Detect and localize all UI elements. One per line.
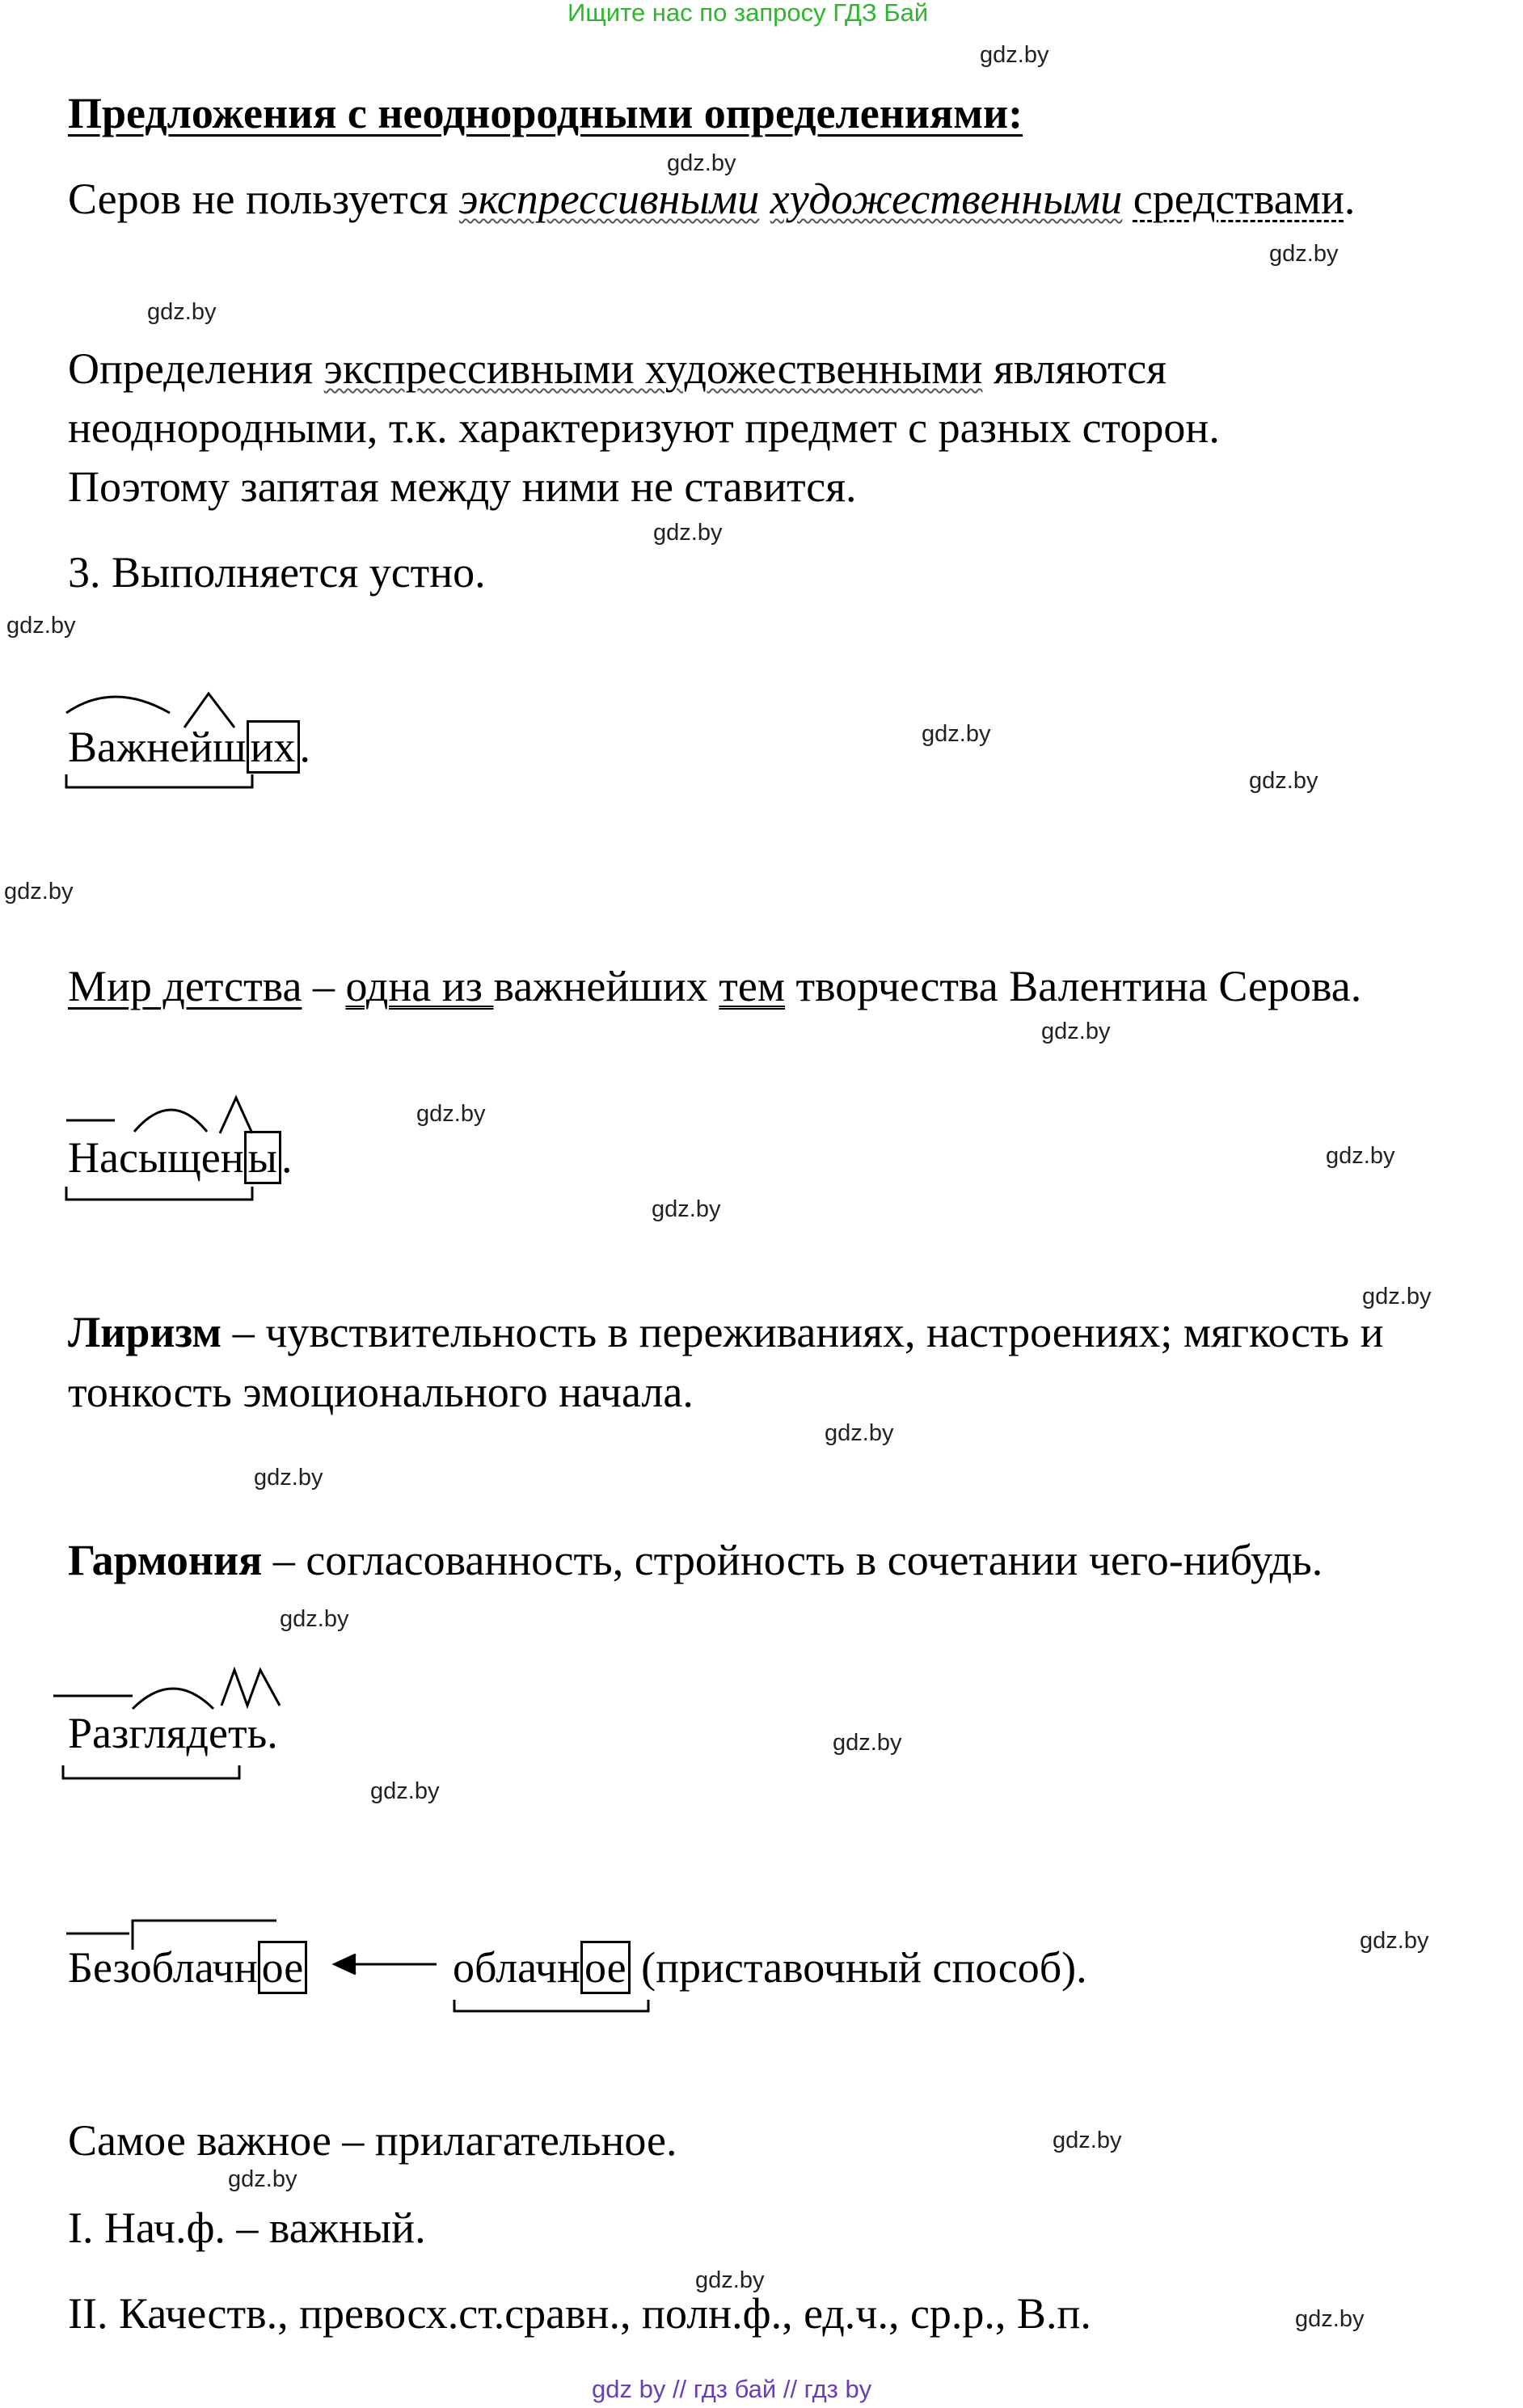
section-heading: Предложения с неоднородными определениями:	[68, 89, 1023, 137]
suffix-marks	[221, 1670, 280, 1706]
stem-bracket	[66, 1187, 252, 1200]
garmonia-line	[68, 1531, 1323, 1589]
analysis-line-1: Самое важное – прилагательное.	[68, 2116, 677, 2165]
sentence-2-rest: творчества Валентина Серова.	[785, 962, 1362, 1010]
word-2-ending: ы	[244, 1131, 281, 1184]
watermark: gdz.by	[4, 879, 74, 905]
explanation-start: Определения	[68, 344, 324, 393]
stem-bracket	[63, 1765, 239, 1778]
attribute: важнейших	[493, 962, 719, 1010]
watermark: gdz.by	[652, 1196, 721, 1222]
task-3: 3. Выполняется устно.	[68, 548, 486, 597]
watermark: gdz.by	[1269, 241, 1339, 267]
predicate-noun: тем	[719, 962, 786, 1010]
lirizm-definition: – чувствительность в переживаниях, настроениях; мягкость и	[221, 1308, 1384, 1356]
explanation-line-3: Поэтому запятая между ними не ставится.	[68, 462, 857, 511]
watermark: gdz.by	[653, 520, 723, 546]
derivation-arrow-icon	[331, 1948, 445, 1980]
watermark: gdz.by	[280, 1606, 349, 1632]
watermark: gdz.by	[1360, 1928, 1429, 1954]
top-banner[interactable]: Ищите нас по запросу ГДЗ Бай	[567, 0, 929, 27]
watermark: gdz.by	[922, 721, 991, 747]
watermark: gdz.by	[228, 2166, 297, 2192]
period: .	[299, 723, 311, 771]
garmonia-definition: – согласованность, стройность в сочетании чего-нибудь.	[262, 1536, 1323, 1584]
derived-word-stem: Безоблачн	[68, 1943, 258, 1992]
word-2-stem: Насыщен	[68, 1133, 244, 1182]
word-1-ending: их	[247, 720, 300, 774]
root-arc	[66, 697, 170, 713]
derived-word-ending: ое	[258, 1941, 308, 1994]
space	[1122, 175, 1133, 223]
watermark: gdz.by	[1326, 1143, 1395, 1169]
watermark: gdz.by	[825, 1420, 894, 1446]
word-2	[68, 1128, 292, 1187]
derivation-line	[68, 1938, 307, 1997]
watermark: gdz.by	[416, 1101, 486, 1127]
watermark: gdz.by	[1041, 1018, 1111, 1044]
watermark: gdz.by	[1362, 1284, 1432, 1309]
bottom-banner[interactable]: gdz by // гдз бай // гдз by	[592, 2375, 872, 2403]
analysis-line-2: I. Нач.ф. – важный.	[68, 2203, 426, 2252]
source-word-line	[453, 1938, 1087, 1997]
sentence-2	[68, 957, 1361, 1015]
subject: Мир детства	[68, 962, 302, 1010]
explanation-line-1	[68, 339, 1167, 398]
lirizm-line-1	[68, 1303, 1383, 1361]
word-1-stem: Важнейш	[68, 723, 247, 771]
sentence-1	[68, 170, 1355, 228]
lirizm-line-2: тонкость эмоционального начала.	[68, 1368, 694, 1416]
source-word-stem: облачн	[453, 1943, 580, 1992]
watermark: gdz.by	[370, 1778, 440, 1804]
source-word-ending: ое	[580, 1941, 631, 1994]
noun-object: средствами	[1133, 175, 1344, 223]
garmonia-term: Гармония	[68, 1536, 263, 1584]
word-3: Разглядеть.	[68, 1709, 278, 1757]
watermark: gdz.by	[1249, 768, 1318, 794]
watermark: gdz.by	[695, 2267, 765, 2293]
lirizm-term: Лиризм	[68, 1308, 222, 1356]
watermark: gdz.by	[833, 1730, 902, 1756]
watermark: gdz.by	[1053, 2128, 1122, 2153]
adjective-2: художественными	[770, 175, 1123, 223]
watermark: gdz.by	[147, 299, 217, 325]
watermark: gdz.by	[254, 1465, 323, 1491]
word-1	[68, 718, 310, 776]
watermark: gdz.by	[980, 42, 1049, 68]
stem-bracket	[66, 774, 252, 787]
analysis-line-3: II. Качеств., превосх.ст.сравн., полн.ф., ед.ч., ср.р., В.п.	[68, 2289, 1091, 2338]
watermark: gdz.by	[1295, 2306, 1365, 2332]
adjective-1: экспрессивными	[458, 175, 760, 223]
sentence-1-start: Серов не пользуется	[68, 175, 459, 223]
period: .	[281, 1133, 293, 1182]
explanation-line-2: неоднородными, т.к. характеризуют предмет с разных сторон.	[68, 403, 1220, 452]
dash: –	[302, 962, 346, 1010]
source-stem-bracket	[453, 1998, 655, 2014]
space	[759, 175, 770, 223]
watermark: gdz.by	[6, 613, 76, 639]
explanation-definitions: экспрессивными художественными	[323, 344, 983, 393]
period: .	[1344, 175, 1356, 223]
predicate: одна из	[345, 962, 494, 1010]
explanation-end: являются	[982, 344, 1167, 393]
watermark: gdz.by	[667, 150, 736, 176]
derivation-note: (приставочный способ).	[630, 1943, 1087, 1992]
